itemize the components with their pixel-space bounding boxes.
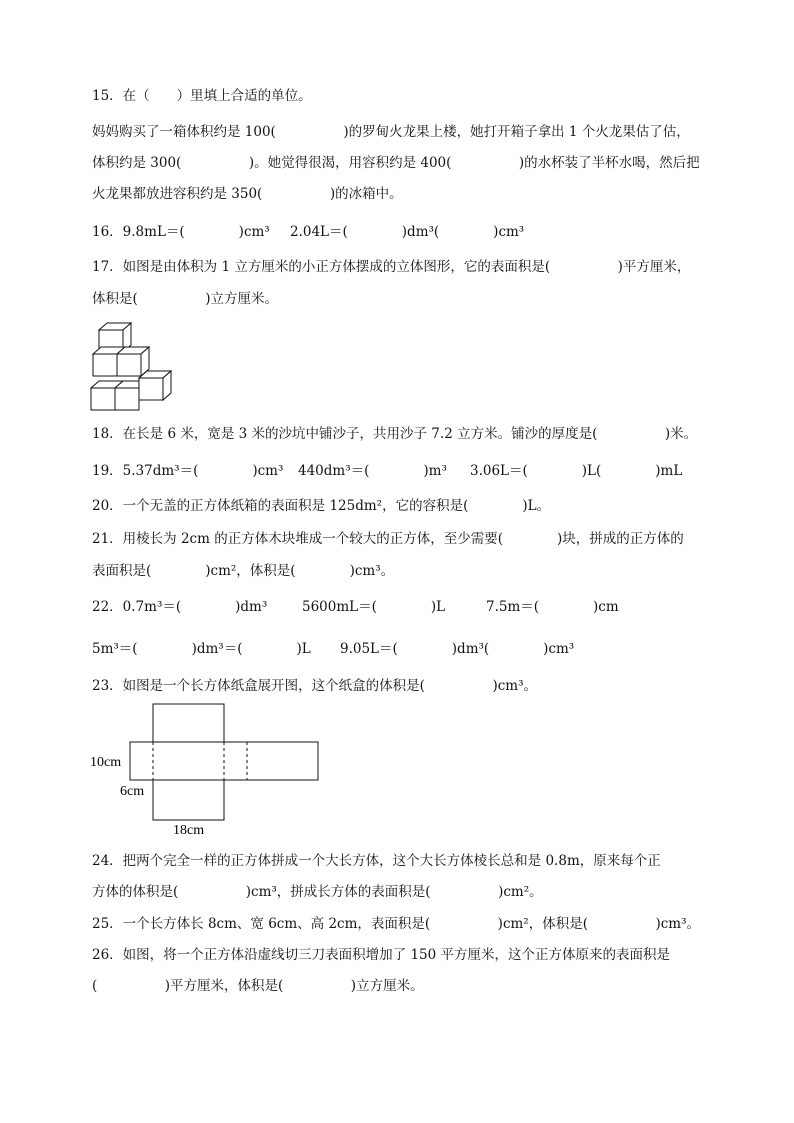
box-net-figure [86, 700, 326, 840]
q22-part-d: 5m³＝( )dm³＝( )L [92, 641, 311, 657]
q17-line-1: 17．如图是由体积为 1 立方厘米的小正方体摆成的立体图形，它的表面积是( )平方厘米， [92, 259, 691, 275]
q24-line-1: 24．把两个完全一样的正方体拼成一个大长方体，这个大长方体棱长总和是 0.8m，原来每个正 [92, 853, 661, 869]
q17-line-2: 体积是( )立方厘米。 [92, 291, 279, 307]
q15-line-1: 妈妈购买了一箱体积约是 100( )的罗甸火龙果上楼，她打开箱子拿出 1 个火龙果估了估， [92, 124, 690, 140]
q21-line-2: 表面积是( )cm²，体积是( )cm³。 [92, 563, 395, 579]
q16-part-b: 2.04L＝( )dm³( )cm³ [290, 224, 525, 240]
net-label-length: 18cm [173, 823, 205, 838]
q26-line-2: ( )平方厘米，体积是( )立方厘米。 [92, 978, 424, 994]
q19-part-a: 19．5.37dm³＝( )cm³ [92, 463, 284, 479]
q19-part-c: 3.06L＝( )L( )mL [470, 463, 683, 479]
q15-title: 15．在（ ）里填上合适的单位。 [92, 88, 312, 104]
net-label-width: 6cm [120, 784, 145, 799]
q25-line: 25．一个长方体长 8cm、宽 6cm、高 2cm，表面积是( )cm²，体积是( )cm³。 [92, 916, 701, 932]
q15-line-2: 体积约是 300( )。她觉得很渴，用容积约是 400( )的水杯装了半杯水喝，然后把 [92, 155, 700, 171]
q24-line-2: 方体的体积是( )cm³，拼成长方体的表面积是( )cm²。 [92, 884, 543, 900]
q23-line: 23．如图是一个长方体纸盒展开图，这个纸盒的体积是( )cm³。 [92, 678, 537, 694]
q15-line-3: 火龙果都放进容积约是 350( )的冰箱中。 [92, 186, 403, 202]
q22-part-a: 22．0.7m³＝( )dm³ [92, 599, 268, 615]
q16-part-a: 16．9.8mL＝( )cm³ [92, 224, 270, 240]
q18-line: 18．在长是 6 米，宽是 3 米的沙坑中铺沙子，共用沙子 7.2 立方米。铺沙的厚度是( )米。 [92, 426, 698, 442]
q20-line: 20．一个无盖的正方体纸箱的表面积是 125dm²，它的容积是( )L。 [92, 498, 551, 514]
q26-line-1: 26．如图，将一个正方体沿虚线切三刀表面积增加了 150 平方厘米，这个正方体原来的表面积是 [92, 947, 671, 963]
q22-part-c: 7.5m＝( )cm [486, 599, 619, 615]
net-label-height: 10cm [90, 755, 122, 770]
q21-line-1: 21．用棱长为 2cm 的正方体木块堆成一个较大的正方体，至少需要( )块，拼成的正方体的 [92, 531, 684, 547]
q22-part-e: 9.05L＝( )dm³( )cm³ [340, 641, 575, 657]
cube-stack-figure [90, 322, 185, 414]
q19-part-b: 440dm³＝( )m³ [298, 463, 447, 479]
q22-part-b: 5600mL＝( )L [302, 599, 446, 615]
